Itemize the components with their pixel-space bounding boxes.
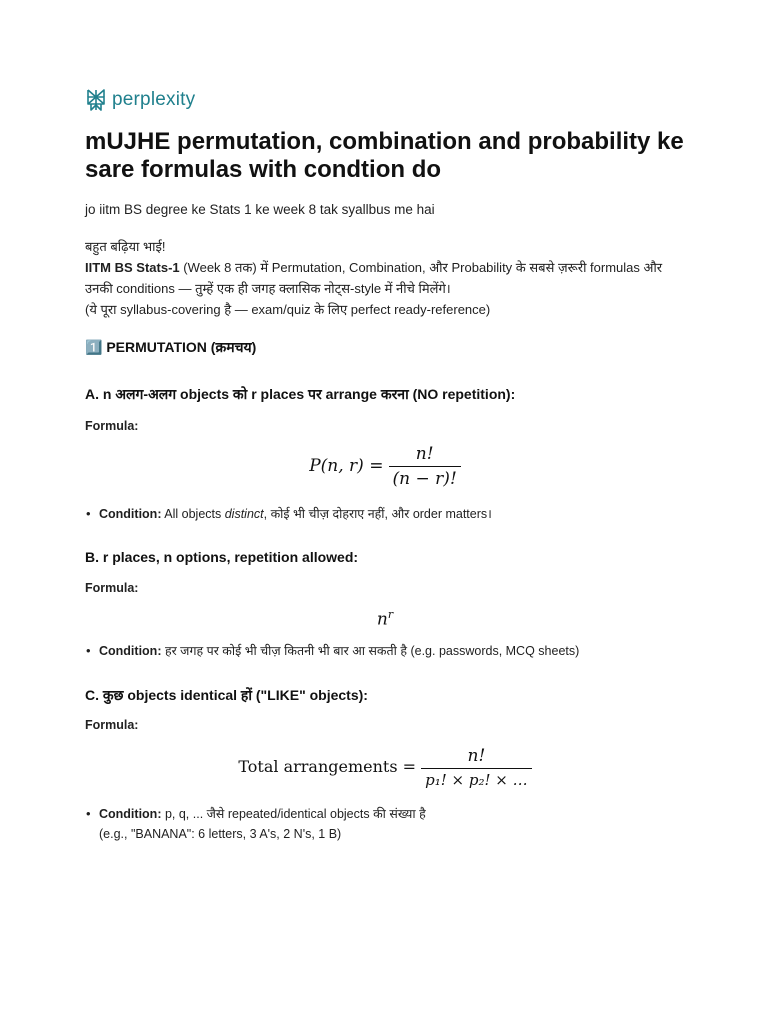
question-detail: jo iitm BS degree ke Stats 1 ke week 8 tak syallbus me hai	[85, 202, 435, 217]
condition-c-label: Condition:	[99, 807, 162, 821]
condition-a-emphasis: distinct	[224, 507, 264, 521]
subsection-b-title: B. r places, n options, repetition allowed:	[85, 549, 359, 565]
intro-line-4: (ये पूरा syllabus-covering है — exam/quiz के लिए perfect ready-reference)	[85, 302, 491, 317]
condition-c	[99, 804, 679, 844]
formula-a-denominator: (n − r)!	[389, 466, 461, 489]
brand-logo[interactable]	[85, 88, 195, 112]
intro-line-2	[85, 257, 685, 278]
formula-a-fraction	[389, 444, 461, 489]
formula-c-numerator: n!	[467, 746, 486, 766]
formula-c-denominator: p₁! × p₂! × …	[421, 768, 532, 789]
formula-c-fraction	[421, 746, 532, 789]
intro-line-2-text: (Week 8 तक) में Permutation, Combination, और Probability के सबसे ज़रूरी formulas और	[179, 260, 663, 275]
formula-b-label: Formula:	[85, 581, 139, 595]
formula-a-label: Formula:	[85, 419, 139, 433]
page-title: mUJHE permutation, combination and probability ke sare formulas with condtion do	[85, 128, 684, 183]
intro-course-name: IITM BS Stats-1	[85, 260, 180, 275]
formula-c	[85, 746, 685, 789]
intro-line-3: उनकी conditions — तुम्हें एक ही जगह क्लासिक नोट्स-style में नीचे मिलेंगे।	[85, 281, 451, 296]
condition-c-example: (e.g., "BANANA": 6 letters, 3 A's, 2 N's, 1 B)	[99, 827, 342, 841]
condition-a-text-1: All objects	[161, 507, 225, 521]
condition-b-label: Condition:	[99, 644, 162, 658]
section-title-permutation: 1️⃣ PERMUTATION (क्रमचय)	[85, 339, 257, 355]
brand-name: perplexity	[112, 89, 196, 110]
formula-c-lhs: Total arrangements =	[238, 757, 417, 776]
formula-a-numerator: n!	[415, 444, 434, 464]
formula-a-lhs: P(n, r) =	[309, 456, 384, 476]
formula-b-base: n	[376, 609, 388, 630]
condition-a-label: Condition:	[99, 507, 162, 521]
subsection-c-title: C. कुछ objects identical हों ("LIKE" objects):	[85, 687, 368, 703]
formula-b-exponent: r	[387, 608, 394, 621]
intro-line-1: बहुत बढ़िया भाई!	[85, 239, 166, 254]
condition-a-text-2: , कोई भी चीज़ दोहराए नहीं, और order matters।	[263, 507, 492, 521]
condition-b	[99, 641, 679, 661]
formula-b	[85, 608, 685, 630]
condition-a	[99, 504, 679, 524]
perplexity-logo-icon	[85, 88, 107, 112]
condition-b-text: हर जगह पर कोई भी चीज़ कितनी भी बार आ सकती है (e.g. passwords, MCQ sheets)	[161, 644, 580, 658]
formula-c-label: Formula:	[85, 718, 139, 732]
condition-c-text: p, q, ... जैसे repeated/identical objects की संख्या है	[161, 807, 426, 821]
formula-a	[85, 444, 685, 489]
subsection-a-title: A. n अलग-अलग objects को r places पर arrange करना (NO repetition):	[85, 386, 516, 402]
intro-block	[85, 236, 685, 320]
